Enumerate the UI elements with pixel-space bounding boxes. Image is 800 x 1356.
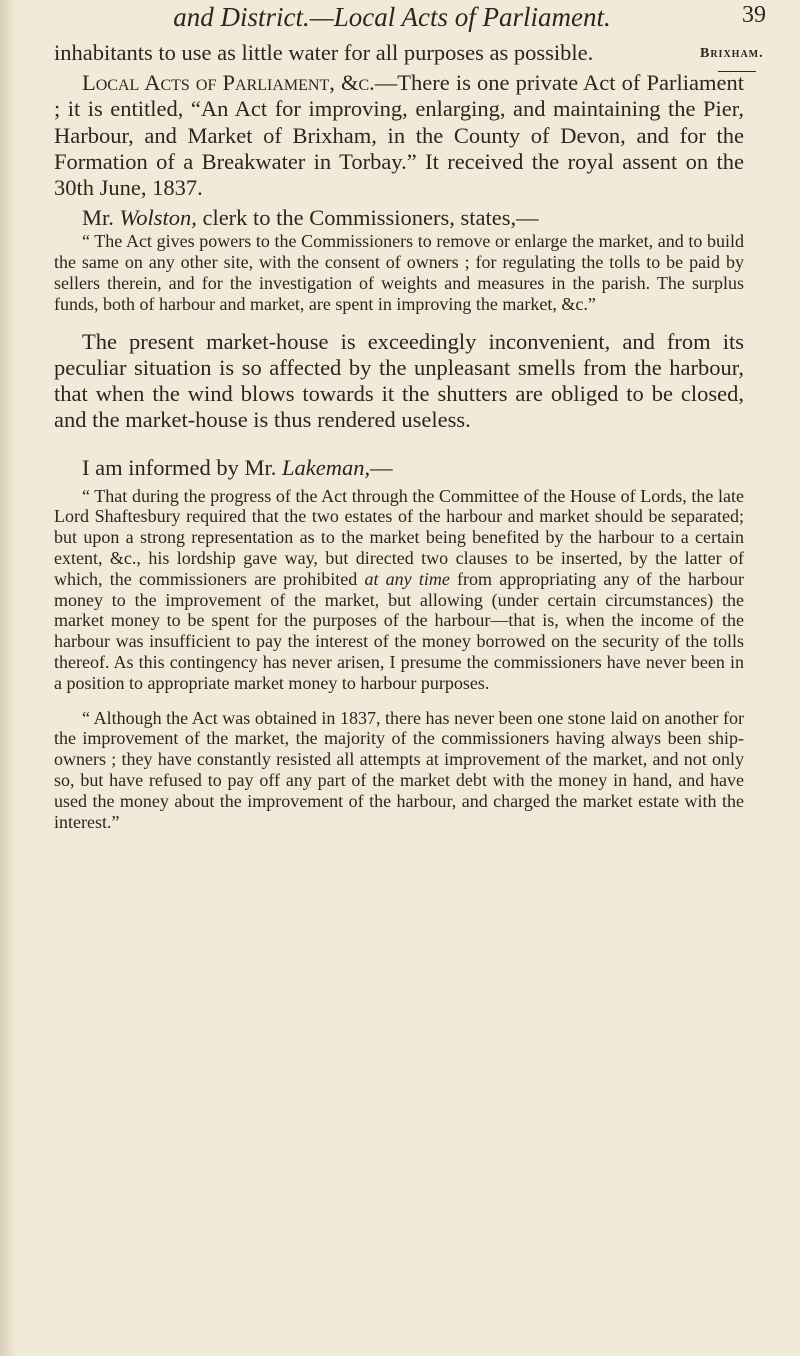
paragraph-market-house: The present market-house is exceedingly inconvenient, and from its peculiar situation is so affected by the unpleasant smells from the harbour, that when the wind blows towards it the shutters are obliged to be closed, and the market-house is thus rendered useless. <box>54 328 744 433</box>
page-number: 39 <box>742 2 766 28</box>
running-title: and District.—Local Acts of Parliament. <box>173 2 611 32</box>
margin-note: Brixham. <box>700 46 764 61</box>
paragraph-lakeman-intro: I am informed by Mr. Lakeman,— <box>82 455 393 481</box>
quote-lakeman-1: “ That during the progress of the Act through the Committee of the House of Lords, the late Lord Shaftesbury required that the two estates of the harbour and market should be separated; but upon a strong representation as to the market being benefited by the harbour to a certain extent, &c., his lordship gave way, but directed two clauses to be inserted, by the latter of which, the commissioners are prohibited at any time from appropriating any of the harbour money to the improvement of the market, but allowing (under certain circumstances) the market money to be spent for the purposes of the harbour—that is, when the income of the harbour was insufficient to pay the interest of the money borrowed on the security of the tolls thereof. As this contingency has never arisen, I presume the commissioners have never been in a position to appropriate market money to harbour purposes. <box>54 485 744 693</box>
quote-lakeman-2: “ Although the Act was obtained in 1837, there has never been one stone laid on another for the improvement of the market, the majority of the commissioners having always been ship-owners ; they have constantly resisted all attempts at improvement of the market, and not only so, but have refused to pay off any part of the market debt with the money in hand, and have used the money about the improvement of the harbour, and charged the market estate with the interest.” <box>54 707 744 832</box>
quote-wolston: “ The Act gives powers to the Commissioners to remove or enlarge the market, and to build the same on any other site, with the consent of owners ; for regulating the tolls to be paid by sellers therein, and for the investigation of weights and measures in the parish. The surplus funds, both of harbour and market, are spent in improving the market, &c.” <box>54 231 744 314</box>
person-name: Lakeman, <box>281 455 371 481</box>
paragraph-continuation: inhabitants to use as little water for all purposes as possible. <box>54 40 594 65</box>
section-lead: Local Acts of Parliament, &c. <box>82 70 375 96</box>
paragraph-local-acts: Local Acts of Parliament, &c.—There is one private Act of Parliament ; it is entitled, “An Act for improving, enlarging, and maintaining the Pier, Harbour, and Market of Brixham, in the County of Devon, and for the Formation of a Breakwater in Torbay.” It received the royal assent on the 30th June, 1837. <box>54 70 744 201</box>
paragraph-wolston-intro: Mr. Wolston, clerk to the Commissioners, states,— <box>82 205 539 231</box>
body-text <box>54 40 744 832</box>
emphasis: at any time <box>364 568 450 589</box>
person-name: Wolston, <box>119 205 197 231</box>
